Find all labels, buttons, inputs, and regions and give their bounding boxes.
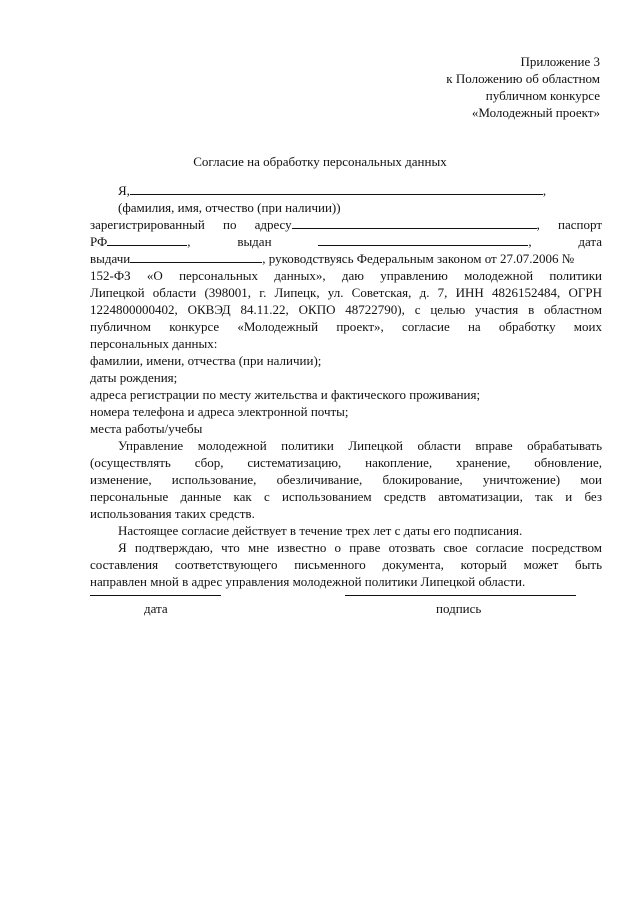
fio-hint: (фамилия, имя, отчество (при наличии)) xyxy=(118,200,341,215)
revocation-line: Я подтверждаю, что мне известно о праве отозвать свое согласие посредством xyxy=(118,540,602,555)
data-item: адреса регистрации по месту жительства и фактического проживания; xyxy=(90,387,481,402)
appendix-header xyxy=(446,53,600,121)
body-line: персональных данных: xyxy=(90,336,218,351)
data-item: даты рождения; xyxy=(90,370,178,385)
rights-line: Управление молодежной политики Липецкой области вправе обрабатывать xyxy=(118,438,602,453)
document-title: Согласие на обработку персональных данных xyxy=(193,154,447,169)
body-line: 1224800000402, ОКВЭД 84.11.22, ОКПО 48722790), с целью участия в областном xyxy=(90,302,602,317)
fio-blank[interactable] xyxy=(130,182,543,195)
data-item: номера телефона и адреса электронной почты; xyxy=(90,404,349,419)
signature-line[interactable] xyxy=(345,595,576,596)
ya-label: Я, xyxy=(118,183,130,198)
address-blank[interactable] xyxy=(292,216,537,229)
consent-name-line: Я, , xyxy=(118,183,547,198)
validity-line: Настоящее согласие действует в течение трех лет с даты его подписания. xyxy=(118,523,523,538)
revocation-line: составления соответствующего письменного документа, который может быть xyxy=(90,557,602,572)
body-line: публичном конкурсе «Молодежный проект», согласие на обработку моих xyxy=(90,319,602,334)
appendix-ref-line: публичном конкурсе xyxy=(485,88,600,103)
body-line: Липецкой области (398001, г. Липецк, ул. Советская, д. 7, ИНН 4826152484, ОГРН xyxy=(90,285,602,300)
data-item: места работы/учебы xyxy=(90,421,203,436)
signature-label: подпись xyxy=(436,601,482,616)
date-label: дата xyxy=(144,601,168,616)
rights-line: использования таких средств. xyxy=(90,506,255,521)
appendix-number: Приложение 3 xyxy=(520,54,600,69)
date-signature-line[interactable] xyxy=(90,595,221,596)
passport-line: РФ , выдан , дата xyxy=(90,234,603,249)
rights-line: изменение, использование, обезличивание, блокирование, уничтожение) мои xyxy=(90,472,602,487)
issue-date-line: выдачи , руководствуясь Федеральным законом от 27.07.2006 № xyxy=(90,251,575,266)
rights-line: (осуществлять сбор, систематизацию, накопление, хранение, обновление, xyxy=(90,455,602,470)
revocation-line: направлен мной в адрес управления молодежной политики Липецкой области. xyxy=(90,574,526,589)
passport-number-blank[interactable] xyxy=(107,233,187,246)
data-item: фамилии, имени, отчества (при наличии); xyxy=(90,353,322,368)
appendix-ref-line: «Молодежный проект» xyxy=(471,105,600,120)
issued-by-blank[interactable] xyxy=(318,233,528,246)
body-line: 152-ФЗ «О персональных данных», даю управлению молодежной политики xyxy=(90,268,602,283)
rights-line: персональные данные как с использованием средств автоматизации, так и без xyxy=(90,489,602,504)
registration-line: зарегистрированный по адресу , паспорт xyxy=(90,217,602,232)
issue-date-blank[interactable] xyxy=(130,250,262,263)
appendix-ref-line: к Положению об областном xyxy=(446,71,600,86)
